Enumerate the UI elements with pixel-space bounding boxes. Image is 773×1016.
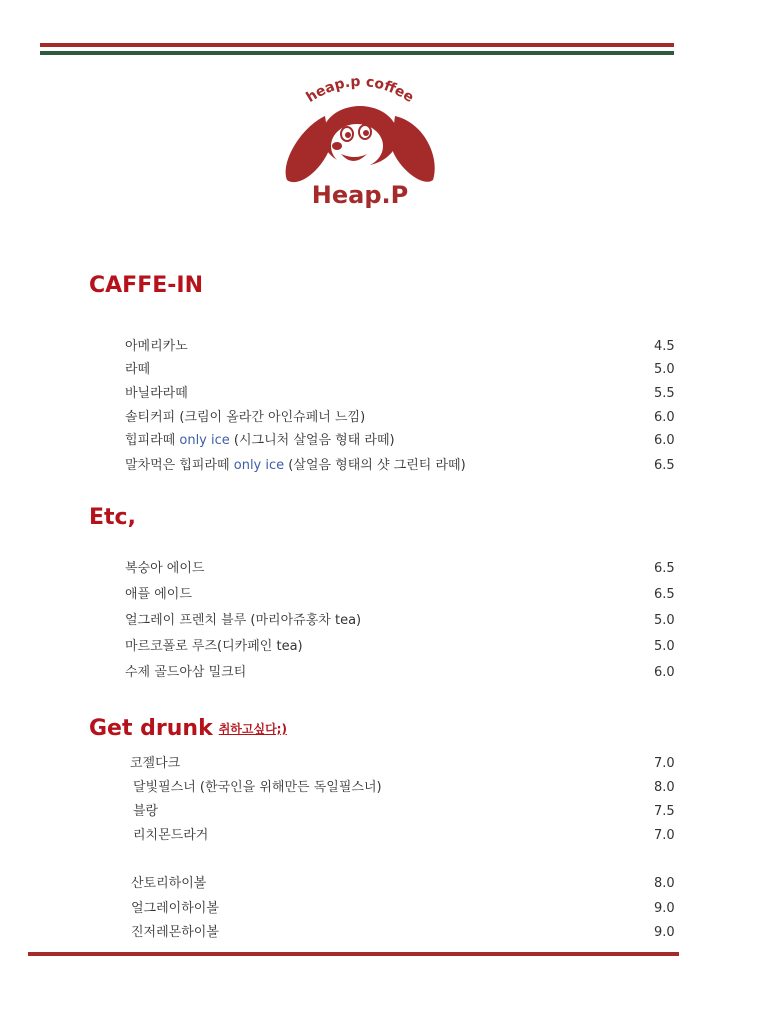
section-title-drunk-text: Get drunk xyxy=(89,716,213,741)
menu-price: 4.5 xyxy=(654,339,675,354)
menu-price: 5.5 xyxy=(654,386,675,401)
menu-price: 6.5 xyxy=(654,458,675,473)
menu-item-name: 말차먹은 힙피라떼 xyxy=(125,458,230,473)
heap-p-dog-logo xyxy=(275,68,445,218)
menu-price: 6.0 xyxy=(654,433,675,448)
menu-item-note: only ice xyxy=(233,458,285,473)
menu-item: 복숭아 에이드 xyxy=(125,561,205,576)
menu-price: 7.5 xyxy=(654,804,675,819)
menu-item: 애플 에이드 xyxy=(125,587,192,602)
menu-item-desc: (살얼음 형태의 샷 그린티 라떼) xyxy=(288,458,466,473)
menu-price: 6.5 xyxy=(654,561,675,576)
menu-item: 진저레몬하이볼 xyxy=(131,925,219,940)
menu-item xyxy=(125,458,466,474)
section-title-etc: Etc, xyxy=(89,505,136,530)
menu-item: 솔티커피 (크림이 올라간 아인슈페너 느낌) xyxy=(125,410,366,425)
bottom-rule-red xyxy=(28,952,679,956)
menu-price: 8.0 xyxy=(654,876,675,891)
logo-arc-text: heap.p coffee xyxy=(303,73,417,106)
menu-price: 6.0 xyxy=(654,665,675,680)
menu-price: 8.0 xyxy=(654,780,675,795)
menu-item: 라떼 xyxy=(125,362,151,377)
menu-price: 7.0 xyxy=(654,828,675,843)
menu-item: 산토리하이볼 xyxy=(131,876,207,891)
top-rule-green xyxy=(40,51,674,55)
menu-price: 6.5 xyxy=(654,587,675,602)
section-subtitle-drunk: 취하고싶다;) xyxy=(218,722,287,736)
menu-price: 6.0 xyxy=(654,410,675,425)
menu-price: 9.0 xyxy=(654,901,675,916)
menu-item: 리치몬드라거 xyxy=(133,828,209,843)
section-title-caffe: CAFFE-IN xyxy=(89,273,203,298)
menu-item: 달빛필스너 (한국인을 위해만든 독일필스너) xyxy=(133,780,382,795)
menu-item-note: only ice xyxy=(179,433,230,448)
menu-price: 5.0 xyxy=(654,362,675,377)
menu-item: 얼그레이 프렌치 블루 (마리아쥬홍차 tea) xyxy=(125,613,362,628)
menu-item: 바닐라라떼 xyxy=(125,386,188,401)
top-rule-red xyxy=(40,43,674,47)
menu-price: 7.0 xyxy=(654,756,675,771)
menu-item: 얼그레이하이볼 xyxy=(131,901,219,916)
logo-brand-text: Heap.P xyxy=(311,181,409,209)
menu-price: 5.0 xyxy=(654,613,675,628)
section-title-drunk xyxy=(89,716,287,742)
menu-item: 마르코폴로 루즈(디카페인 tea) xyxy=(125,639,303,654)
menu-item: 아메리카노 xyxy=(125,339,188,354)
menu-item-name: 힙피라떼 xyxy=(125,433,176,448)
menu-price: 5.0 xyxy=(654,639,675,654)
menu-item-desc: (시그니처 살얼음 형태 라떼) xyxy=(233,433,395,448)
menu-price: 9.0 xyxy=(654,925,675,940)
menu-item: 블랑 xyxy=(133,804,159,819)
menu-item: 수제 골드아삼 밀크티 xyxy=(125,665,247,680)
menu-item xyxy=(125,433,395,449)
menu-item: 코젤다크 xyxy=(130,756,181,771)
